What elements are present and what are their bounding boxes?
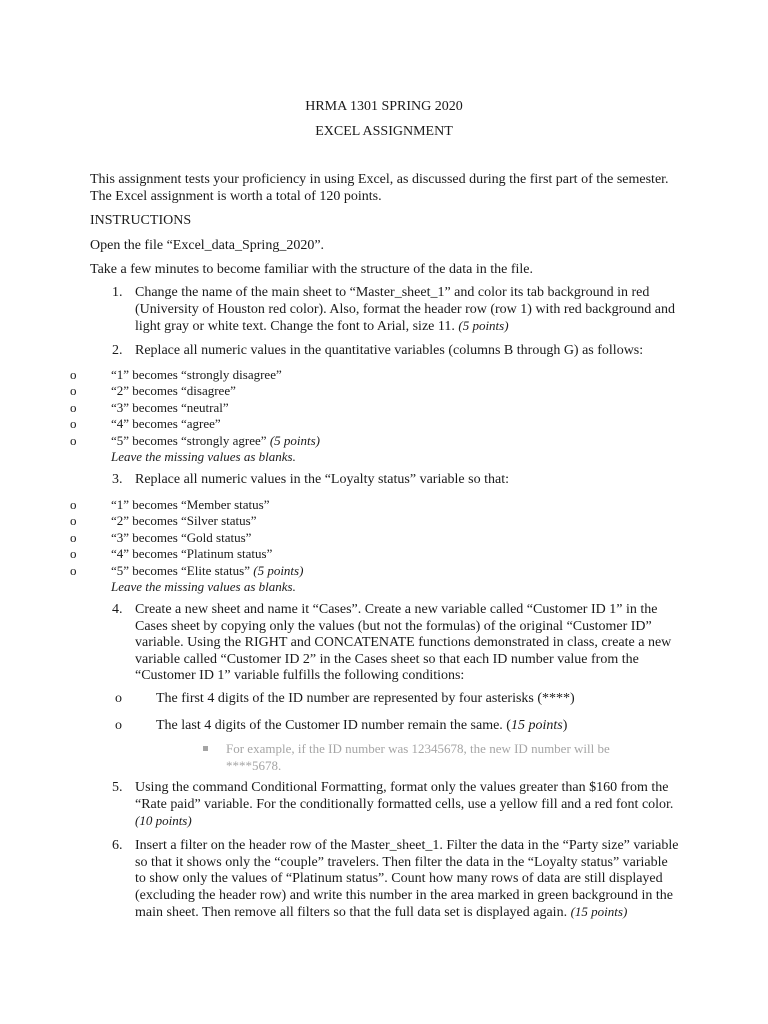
course-title: HRMA 1301 SPRING 2020 xyxy=(305,99,463,114)
item-number: 5. xyxy=(112,780,123,795)
list-item-text: “2” becomes “disagree” xyxy=(111,383,236,399)
list-item xyxy=(70,416,590,432)
list-item-text: “3” becomes “Gold status” xyxy=(111,529,252,545)
list-item-text: “4” becomes “agree” xyxy=(111,416,221,432)
item-points: (5 points) xyxy=(253,562,304,578)
list-item-text: “2” becomes “Silver status” xyxy=(111,513,257,529)
square-bullet-icon xyxy=(203,746,208,751)
bullet-icon: o xyxy=(70,529,77,545)
item-body: Replace all numeric values in the “Loyalty status” variable so that: xyxy=(135,472,509,487)
item-3-sublist xyxy=(70,497,590,595)
item-body: Replace all numeric values in the quantitative variables (columns B through G) as follows: xyxy=(135,343,644,358)
item-body xyxy=(135,838,682,922)
list-item-text: “5” becomes “strongly agree” xyxy=(111,432,267,448)
bullet-icon: o xyxy=(70,562,77,578)
item-body xyxy=(135,780,682,830)
intro-paragraph: This assignment tests your proficiency in using Excel, as discussed during the first part of the semester. The Excel assignment is worth a total of 120 points. xyxy=(90,172,669,204)
bullet-icon: o xyxy=(70,497,77,512)
item-points: (5 points) xyxy=(458,318,509,333)
list-item xyxy=(70,497,590,513)
assignment-title: EXCEL ASSIGNMENT xyxy=(315,124,453,139)
list-item xyxy=(70,546,590,562)
example-text: For example, if the ID number was 12345678, the new ID number will be ****5678. xyxy=(226,741,610,773)
list-item-text xyxy=(156,718,636,735)
item-body: Create a new sheet and name it “Cases”. Create a new variable called “Customer ID 1” in the Cases sheet by copying only the values (but not the formulas) of the original “Customer ID” variable. Using the RIGHT and CONCATENATE functions demonstrated in class, create a new variable called “Customer ID 2” in the Cases sheet so that each ID number value from the “Customer ID 1” variable fulfills the following conditions: xyxy=(135,602,672,683)
bullet-icon: o xyxy=(70,432,77,448)
item-text: Change the name of the main sheet to “Master_sheet_1” and color its tab background in red (University of Houston red color). Also, format the header row (row 1) with red background and light gray or white text. Change the font to Arial, size 11. xyxy=(135,285,676,334)
item-text: Insert a filter on the header row of the Master_sheet_1. Filter the data in the “Party size” variable so that it shows only the “couple” travelers. Then filter the data in the “Loyalty status” variable to show only the values of “Platinum status”. Count how many rows of data are still displayed (excluding the header row) and write this number in the area marked in green background in the main sheet. Then remove all filters so that the full data set is displayed again. xyxy=(135,838,679,920)
open-file-instruction: Open the file “Excel_data_Spring_2020”. xyxy=(90,238,325,253)
list-item-text: “3” becomes “neutral” xyxy=(111,399,229,415)
list-item xyxy=(70,530,590,546)
list-item xyxy=(70,383,590,399)
bullet-icon: o xyxy=(70,367,77,382)
item-note: Leave the missing values as blanks. xyxy=(111,578,296,594)
item-number: 4. xyxy=(112,602,123,617)
list-item-text: “4” becomes “Platinum status” xyxy=(111,546,273,562)
list-item-text: The first 4 digits of the ID number are represented by four asterisks (****) xyxy=(156,691,575,706)
list-item xyxy=(70,400,590,416)
list-item-text-close: ) xyxy=(562,718,568,733)
item-points: 15 points xyxy=(510,718,563,733)
item-number: 2. xyxy=(112,343,123,358)
bullet-icon: o xyxy=(70,383,77,399)
item-2-sublist xyxy=(70,367,590,465)
item-number: 3. xyxy=(112,472,123,487)
bullet-icon: o xyxy=(70,399,77,415)
list-item-text-main: The last 4 digits of the Customer ID number remain the same. ( xyxy=(156,718,511,733)
item-points: (5 points) xyxy=(269,432,321,448)
item-body xyxy=(135,285,682,336)
item-text: Using the command Conditional Formatting, format only the values greater than $160 from the “Rate paid” variable. For the conditionally formatted cells, use a yellow fill and a red font color. xyxy=(135,780,674,812)
item-number: 1. xyxy=(112,285,123,300)
item-note: Leave the missing values as blanks. xyxy=(111,448,296,464)
bullet-icon: o xyxy=(70,416,77,432)
bullet-icon: o xyxy=(115,691,122,706)
item-points: (15 points) xyxy=(570,904,628,919)
list-item xyxy=(70,513,590,529)
list-item xyxy=(70,563,590,579)
familiarize-instruction: Take a few minutes to become familiar with the structure of the data in the file. xyxy=(90,262,533,277)
list-item xyxy=(70,367,590,383)
item-points: (10 points) xyxy=(135,813,192,828)
list-item-text: “5” becomes “Elite status” xyxy=(111,562,250,578)
bullet-icon: o xyxy=(70,513,77,529)
list-item xyxy=(70,433,590,449)
bullet-icon: o xyxy=(70,546,77,562)
instructions-heading: INSTRUCTIONS xyxy=(90,213,192,228)
list-item-text: “1” becomes “strongly disagree” xyxy=(111,367,282,382)
item-number: 6. xyxy=(112,838,123,853)
list-item-text: “1” becomes “Member status” xyxy=(111,497,270,512)
bullet-icon: o xyxy=(115,718,122,733)
